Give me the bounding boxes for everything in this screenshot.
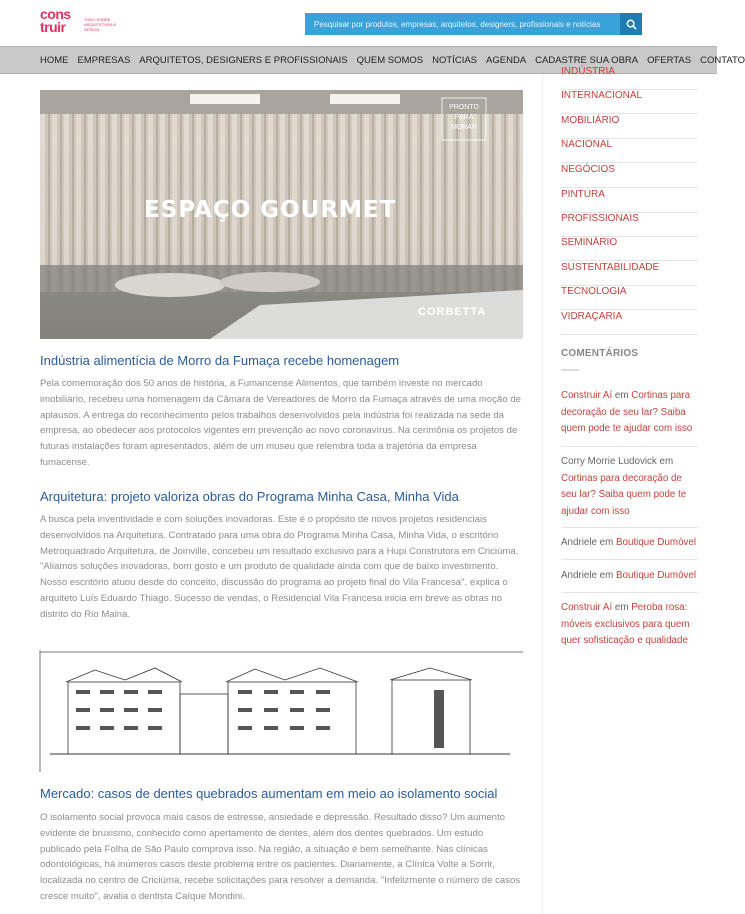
- search-button[interactable]: [620, 13, 642, 35]
- comment-author: Andriele: [561, 570, 597, 581]
- post-title[interactable]: Arquitetura: projeto valoriza obras do Programa Minha Casa, Minha Vida: [40, 489, 459, 504]
- comment-post-link[interactable]: Cortinas para decoração de seu lar? Saiba quem pode te ajudar com isso: [561, 472, 687, 517]
- post-title[interactable]: Indústria alimentícia de Morro da Fumaça recebe homenagem: [40, 353, 400, 368]
- sidebar-category[interactable]: NACIONAL: [561, 139, 698, 163]
- post-hero-image[interactable]: [40, 90, 523, 339]
- sidebar-category[interactable]: VIDRAÇARIA: [561, 311, 698, 335]
- sidebar-category[interactable]: MOBILIÁRIO: [561, 115, 698, 139]
- comment-post-link[interactable]: Boutique Dumóvel: [616, 570, 697, 581]
- comment-divider: [561, 559, 698, 560]
- comment-divider: [561, 446, 698, 447]
- nav-contato[interactable]: CONTATO: [700, 54, 745, 66]
- nav-home[interactable]: HOME: [40, 54, 69, 66]
- search-icon: [626, 19, 637, 30]
- post-excerpt: Pela comemoração dos 50 anos de história, a Fumancense Alimentos, que também investe no mercado imobiliário, recebeu uma homenagem da Câmara de Vereadores de Morro da Fumaça através de uma moção de aplausos. A entrega do reconhecimento pelos trabalhos desenvolvidos pela indústria foi realizada na sede da empresa, ao obedecer aos protocolos vigentes em prevenção ao novo coronavírus. Na cerimônia os projetos de futuras instalações foram apresentados, além de um museu que relembra toda a trajetória da empresa fumacense.: [40, 378, 522, 468]
- comment-author: Corry Morrie Ludovick: [561, 456, 657, 467]
- sidebar-category[interactable]: PINTURA: [561, 189, 698, 213]
- comment-item: [561, 535, 698, 552]
- post-excerpt: A busca pela inventividade e com soluções inovadoras. Este é o propósito de novos projetos residenciais desenvolvidos na Arquitetura. Contratado para uma obra do Programa Minha Casa, Minha Vida, o escritório Metroquadrado Arquitetura, de Joinville, concebeu um resultado exclusivo para a Hupi Construtora em Criciúma. "Aliamos soluções inovadoras, bom gosto e um produto de qualidade ainda com que de baixo investimento. Nosso escritório atuou desde do conceito, discussão do programa ao projeto final do Vila Francesa", explica o arquiteto Luís Eduardo Thiago. Sucesso de vendas, o Residencial Vila Francesa inicia em breve as obras no distrito do Rio Maina.: [40, 514, 519, 620]
- comment-item: [561, 388, 698, 438]
- comment-post-link[interactable]: Peroba rosa: móveis exclusivos para quem quer sofisticação e qualidade: [561, 602, 690, 646]
- sidebar-category[interactable]: PROFISSIONAIS: [561, 213, 698, 237]
- comment-sep: em: [612, 390, 632, 401]
- comment-post-link[interactable]: Boutique Dumóvel: [616, 537, 697, 548]
- logo-word-bottom: truir: [40, 19, 66, 35]
- comments-heading-underline: [561, 369, 579, 371]
- nav-cadastre[interactable]: CADASTRE SUA OBRA: [535, 54, 639, 66]
- comment-sep: em: [596, 537, 617, 548]
- sidebar-category[interactable]: INTERNACIONAL: [561, 90, 698, 114]
- comment-author: Andriele: [561, 537, 597, 548]
- comment-divider: [561, 592, 698, 593]
- sidebar-category[interactable]: TECNOLOGIA: [561, 286, 698, 310]
- nav-empresas[interactable]: EMPRESAS: [77, 54, 131, 66]
- comments-heading: COMENTÁRIOS: [561, 348, 639, 359]
- sidebar-category[interactable]: NEGÓCIOS: [561, 164, 698, 188]
- post-title[interactable]: Mercado: casos de dentes quebrados aumentam em meio ao isolamento social: [40, 786, 498, 801]
- column-divider: [542, 74, 543, 914]
- comment-sep: em: [612, 602, 632, 613]
- logo-tagline: TUDO SOBRE ARQUITETURA E DESIGN: [84, 17, 117, 32]
- search-input[interactable]: [305, 13, 642, 35]
- hero-brand: CORBETTA: [418, 306, 487, 318]
- comment-sep: em: [596, 570, 617, 581]
- site-header: [0, 0, 717, 46]
- hero-badge: PRONTO PARA MORAR: [449, 104, 479, 131]
- comment-divider: [561, 527, 698, 528]
- logo-word-top: cons: [40, 6, 71, 22]
- comment-post-link[interactable]: Cortinas para decoração de seu lar? Saiba quem pode te ajudar com isso: [561, 390, 693, 434]
- post-architecture-drawing[interactable]: [40, 650, 523, 772]
- sidebar-category[interactable]: SEMINÁRIO: [561, 237, 698, 261]
- nav-quem-somos[interactable]: QUEM SOMOS: [356, 54, 424, 66]
- comment-author[interactable]: Construir Aí: [561, 390, 613, 401]
- post-excerpt: O isolamento social provoca mais casos de estresse, ansiedade e depressão. Resultado disso? Um aumento evidente de bruxismo, conhecido como apertamento de dentes, além dos dentes quebrados. Um estudo publicado pela Folha de São Paulo comprova isso. Na região, a situação é bem semelhante. Nas clínicas odontológicas, há inúmeros casos deste problema entre os pacientes. Diariamente, a Clínica Volte a Sorrir, localizada no centro de Criciúma, recebe solicitações para resolver a demanda. "Infelizmente o número de casos cresce muito", avalia o dentista Caíque Mondini.: [40, 812, 521, 902]
- nav-ofertas[interactable]: OFERTAS: [647, 54, 692, 66]
- hero-overlay-text: ESPAÇO GOURMET: [144, 197, 397, 223]
- comment-item: [561, 568, 698, 585]
- comment-author[interactable]: Construir Aí: [561, 602, 613, 613]
- nav-agenda[interactable]: AGENDA: [486, 54, 527, 66]
- sidebar-category[interactable]: SUSTENTABILIDADE: [561, 262, 698, 286]
- sidebar-category[interactable]: INDÚSTRIA: [561, 66, 698, 90]
- comment-item: [561, 454, 698, 520]
- comment-sep: em: [656, 456, 674, 467]
- comment-item: [561, 600, 698, 650]
- site-logo[interactable]: [40, 6, 120, 38]
- elevation-drawing: [40, 650, 523, 772]
- nav-arquitetos[interactable]: ARQUITETOS, DESIGNERS E PROFISSIONAIS: [139, 54, 348, 66]
- nav-noticias[interactable]: NOTÍCIAS: [432, 54, 478, 66]
